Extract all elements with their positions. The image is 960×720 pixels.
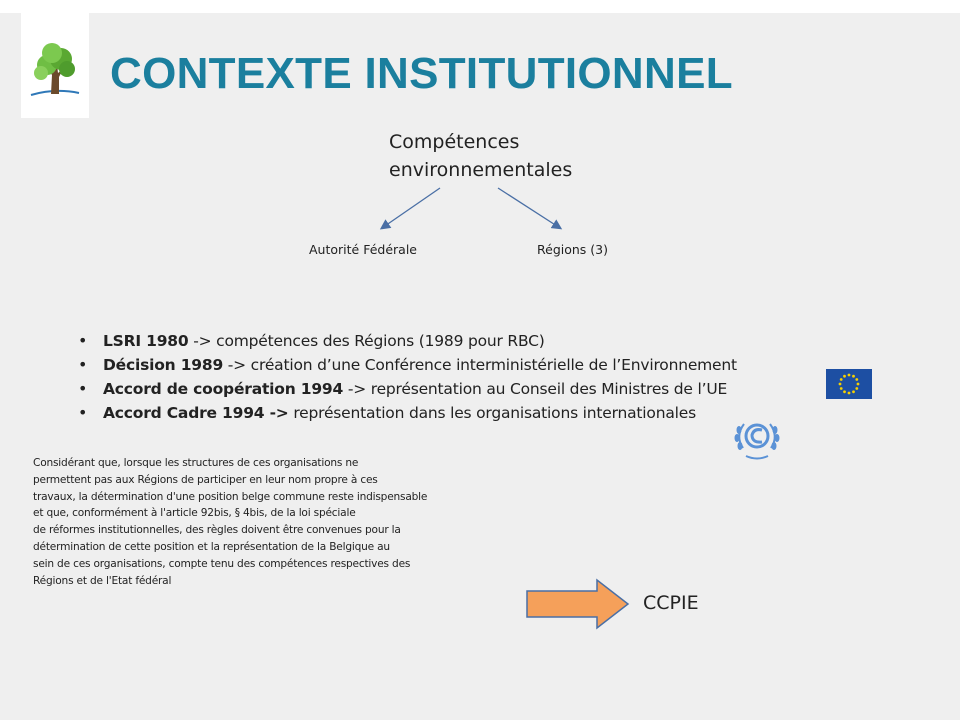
quote-line: et que, conformément à l'article 92bis, § 4bis, de la loi spéciale	[33, 507, 356, 520]
right-arrow-icon	[525, 578, 631, 630]
ccpie-label: CCPIE	[643, 592, 699, 614]
bullet-bold: Accord de coopération 1994	[103, 380, 344, 398]
quote-line: travaux, la détermination d'une position belge commune reste indispensable	[33, 490, 428, 503]
quote-line: de réformes institutionnelles, des règles doivent être convenues pour la	[33, 524, 401, 537]
bullet-bold: Accord Cadre 1994 ->	[103, 404, 289, 422]
bullet-text: -> création d’une Conférence interministérielle de l’Environnement	[223, 356, 737, 374]
bullet-item	[78, 353, 737, 377]
quote-line: détermination de cette position et la représentation de la Belgique au	[33, 540, 390, 553]
legal-quote	[33, 455, 488, 589]
logo	[21, 13, 89, 118]
bullet-list	[78, 329, 737, 425]
tree-icon	[21, 13, 89, 118]
arrow-to-regions	[498, 188, 560, 228]
bullet-text: -> compétences des Régions (1989 pour RBC)	[188, 332, 545, 350]
bullet-bold: Décision 1989	[103, 356, 224, 374]
quote-line: sein de ces organisations, compte tenu des compétences respectives des	[33, 557, 411, 570]
bullet-text: -> représentation au Conseil des Ministres de l’UE	[343, 380, 728, 398]
quote-line: Régions et de l'Etat fédéral	[33, 574, 172, 587]
quote-line: Considérant que, lorsque les structures de ces organisations ne	[33, 457, 359, 469]
bullet-item	[78, 377, 737, 401]
bullet-bold: LSRI 1980	[103, 332, 189, 350]
page-title: CONTEXTE INSTITUTIONNEL	[110, 49, 733, 98]
bullet-item	[78, 401, 737, 425]
bullet-item	[78, 329, 737, 353]
bullet-text: représentation dans les organisations internationales	[288, 404, 696, 422]
diagram-branch-regions: Régions (3)	[537, 242, 608, 257]
eu-flag-icon	[826, 369, 872, 399]
diagram-root-label: Compétences environnementales	[389, 131, 573, 181]
un-emblem-icon	[732, 418, 782, 462]
quote-line: permettent pas aux Régions de participer en leur nom propre à ces	[33, 473, 378, 486]
diagram-branch-federal: Autorité Fédérale	[309, 242, 417, 257]
arrow-to-federal	[382, 188, 440, 228]
diagram-arrows	[370, 180, 580, 240]
